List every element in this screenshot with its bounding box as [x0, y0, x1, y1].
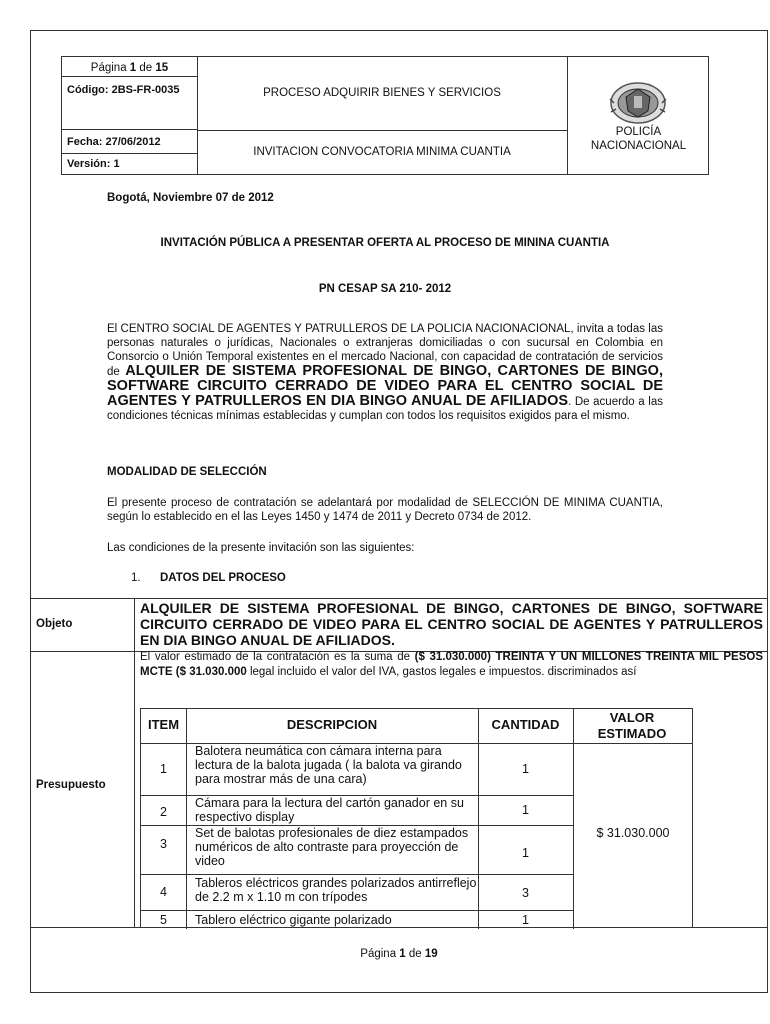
header-proceso: PROCESO ADQUIRIR BIENES Y SERVICIOS [197, 57, 567, 131]
item-description: Cámara para la lectura del cartón ganador en su respectivo display [195, 796, 464, 824]
page-of: de [139, 62, 153, 74]
page-prefix: Página [90, 62, 127, 74]
item-description: Tableros eléctricos grandes polarizados antirreflejo de 2.2 m x 1.10 m con trípodes [195, 876, 477, 904]
footer-page-of: de [408, 948, 422, 960]
footer-page-number: 1 [399, 948, 406, 960]
header-invitacion: INVITACION CONVOCATORIA MINIMA CUANTIA [253, 146, 511, 158]
table-divider [767, 599, 768, 651]
document-header [61, 56, 709, 175]
item-description: Balotera neumática con cámara interna para lectura de la balota jugada ( la balota va girando para mostrar más de una cara) [195, 744, 462, 786]
intro-service-bold: ALQUILER DE SISTEMA PROFESIONAL DE BINGO, CARTONES DE BINGO, SOFTWARE CIRCUITO CERRADO DE VIDEO PARA EL CENTRO SOCIAL DE AGENTES Y PATRULLEROS EN DIA BINGO ANUAL DE AFILIADOS [107, 363, 663, 409]
items-row-divider [141, 910, 573, 911]
table-divider [134, 599, 135, 927]
presupuesto-text [140, 650, 763, 680]
item-quantity: 1 [522, 913, 529, 927]
header-title-column [197, 57, 568, 174]
modalidad-text: El presente proceso de contratación se adelantará por modalidad de SELECCIÓN DE MINIMA CUANTIA, según lo establecido en el las Leyes 1450 y 1474 de 2011 y Decreto 0734 de 2012. [107, 497, 663, 523]
header-codigo: Código: 2BS-FR-0035 [62, 77, 197, 130]
footer-page-prefix: Página [360, 948, 397, 960]
process-reference: PN CESAP SA 210- 2012 [318, 283, 452, 295]
estimated-value: $ 31.030.000 [596, 826, 670, 840]
item-quantity: 1 [522, 762, 529, 776]
item-number: 3 [160, 837, 167, 851]
items-col-divider [186, 709, 187, 929]
section-title: DATOS DEL PROCESO [160, 572, 286, 584]
presupuesto-amount-bold: ($ 31.030.000) TREINTA Y UN MILLONES TREINTA MIL PESOS MCTE ($ 31.030.000 [140, 651, 763, 678]
objeto-text: ALQUILER DE SISTEMA PROFESIONAL DE BINGO, CARTONES DE BINGO, SOFTWARE CIRCUITO CERRADO DE VIDEO PARA EL CENTRO SOCIAL DE AGENTES Y PATRULLEROS EN DIA BINGO ANUAL DE AFILIADOS. [140, 600, 763, 648]
intro-paragraph [107, 322, 663, 423]
item-number: 1 [160, 762, 167, 776]
header-organization [568, 125, 709, 153]
org-line-2: NACIONACIONAL [590, 140, 687, 152]
header-meta-column [62, 57, 198, 174]
header-logo-column [568, 57, 709, 174]
item-quantity: 1 [522, 846, 529, 860]
column-header-descripcion: DESCRIPCION [286, 717, 378, 732]
modalidad-heading: MODALIDAD DE SELECCIÓN [107, 466, 267, 478]
item-number: 2 [160, 805, 167, 819]
section-number: 1. [131, 572, 141, 584]
item-quantity: 1 [522, 803, 529, 817]
page-total: 15 [155, 62, 169, 74]
presupuesto-text-1: El valor estimado de la contratación es la suma de [140, 651, 415, 663]
item-description: Tablero eléctrico gigante polarizado [195, 913, 392, 927]
page-number: 1 [129, 62, 137, 74]
intro-text-1: El CENTRO SOCIAL DE AGENTES Y PATRULLEROS DE LA POLICIA NACIONACIONAL, invita a todas las personas naturales o jurídicas, Nacionales o extranjeras domiciliadas o con sucursal en Colombia en Consorcio o Unión Temporal existentes en el mercado Nacional, con capacidad de contratación de servicios de [107, 323, 663, 378]
presupuesto-label: Presupuesto [36, 779, 106, 791]
police-emblem-icon [608, 79, 668, 127]
items-row-divider [141, 874, 573, 875]
header-page-indicator [62, 57, 197, 77]
presupuesto-text-2: legal incluido el valor del IVA, gastos legales e impuestos. discriminados así [246, 666, 637, 678]
column-header-valor: VALOR ESTIMADO [597, 710, 667, 741]
header-fecha: Fecha: 27/06/2012 [62, 130, 197, 154]
header-version: Versión: 1 [67, 158, 120, 170]
page-footer [30, 948, 768, 960]
item-number: 5 [160, 913, 167, 927]
condiciones-line: Las condiciones de la presente invitación son las siguientes: [107, 542, 415, 554]
column-header-cantidad: CANTIDAD [491, 717, 560, 732]
item-quantity: 3 [522, 886, 529, 900]
items-col-divider [573, 709, 574, 929]
objeto-label: Objeto [36, 618, 73, 630]
footer-page-total: 19 [424, 948, 438, 960]
invitation-title: INVITACIÓN PÚBLICA A PRESENTAR OFERTA AL PROCESO DE MININA CUANTIA [160, 237, 610, 249]
items-table [140, 708, 693, 928]
item-description: Set de balotas profesionales de diez estampados numéricos de alto contraste para proyección de video [195, 826, 469, 868]
date-line: Bogotá, Noviembre 07 de 2012 [107, 192, 274, 204]
column-header-item: ITEM [147, 717, 180, 732]
item-number: 4 [160, 885, 167, 899]
org-line-1: POLICÍA [615, 126, 662, 138]
intro-text-2: . De acuerdo a las condiciones técnicas mínimas establecidas y cumplan con todos los requisitos exigidos para el mismo. [107, 396, 663, 422]
